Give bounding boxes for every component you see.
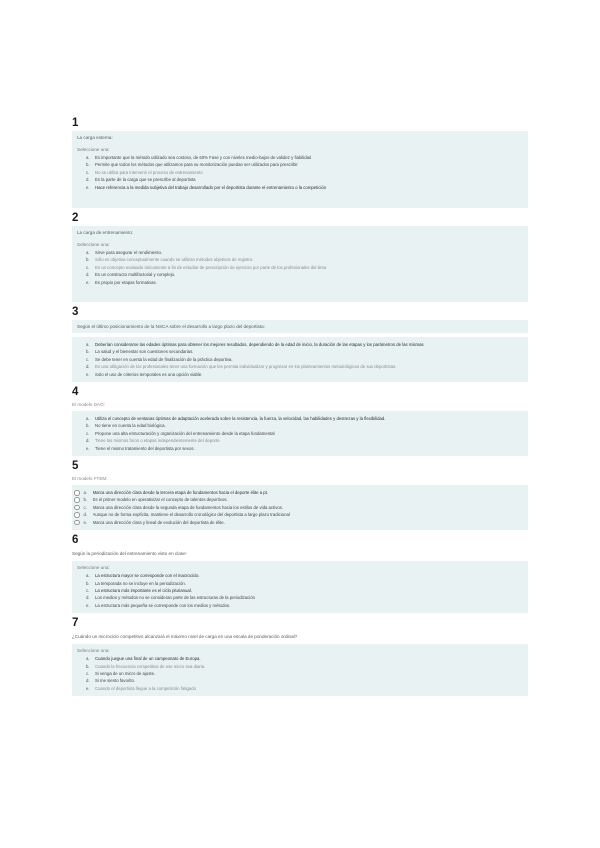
option-text: Aunque no de forma explícita, mantiene el desarrollo cronológico del deportista a largo plazo tradicional	[92, 512, 290, 518]
option-text: Es propio por etapas formativas.	[95, 279, 157, 285]
options-box	[72, 561, 528, 613]
option-letter: b.	[86, 162, 90, 168]
option-b[interactable]	[77, 256, 523, 263]
question-card	[72, 548, 528, 613]
options-list	[77, 341, 523, 378]
option-text: Hace referencia a la medida subjetiva del trabajo desarrollado por el deportista durante el entrenamiento o la competición	[95, 184, 327, 190]
option-letter: d.	[86, 177, 90, 183]
option-text: La salud y el bienestar son cuestiones secundarias.	[95, 349, 194, 355]
option-letter: e.	[83, 519, 88, 525]
option-letter: c.	[86, 169, 90, 175]
question-number: 2	[72, 212, 79, 224]
option-c[interactable]	[77, 169, 523, 176]
radio-button[interactable]	[74, 490, 80, 496]
option-d[interactable]	[77, 594, 523, 601]
question-number: 1	[72, 117, 79, 129]
option-e[interactable]	[77, 445, 523, 452]
option-b[interactable]	[77, 580, 523, 587]
option-c[interactable]	[77, 587, 523, 594]
option-c[interactable]	[77, 670, 523, 677]
select-label: Seleccione una:	[77, 648, 110, 654]
question-prompt: La carga externa:	[77, 135, 113, 140]
option-letter: e.	[86, 184, 90, 190]
question-card	[72, 400, 528, 456]
option-text: Solo el uso de criterios temporales es una opción viable.	[95, 371, 203, 377]
options-box	[72, 644, 528, 696]
option-text: Deberían considerarse las edades óptimas para obtener los mejores resultados, dependiendo de la edad de inicio, la duración de las etapas y los parámetros de las mismas	[95, 342, 424, 347]
question-number: 3	[72, 306, 79, 318]
option-text: Es un constructo multifactorial y complejo.	[95, 272, 176, 278]
options-list	[77, 655, 523, 692]
option-d[interactable]	[74, 511, 523, 518]
option-letter: b.	[86, 257, 90, 263]
select-label: Seleccione una:	[77, 565, 110, 571]
option-e[interactable]	[77, 685, 523, 692]
option-a[interactable]	[77, 655, 523, 662]
option-letter: a.	[86, 250, 90, 255]
option-text: Se debe tener en cuenta la edad de finalización de la práctica deportiva.	[95, 356, 233, 362]
option-letter: e.	[86, 685, 90, 691]
option-letter: c.	[86, 670, 90, 676]
option-letter: e.	[86, 371, 90, 377]
option-letter: d.	[86, 678, 90, 684]
option-letter: e.	[86, 445, 90, 451]
options-box	[72, 337, 528, 382]
radio-button[interactable]	[74, 512, 80, 518]
option-text: Sólo es objetiva conceptualmente cuando se utilizan métodos objetivos de registro.	[95, 257, 254, 263]
option-b[interactable]	[77, 348, 523, 355]
option-letter: b.	[86, 423, 90, 429]
option-text: Los medios y métodos no se consideran parte de las estructuras de la periodización	[95, 595, 256, 601]
option-letter: d.	[86, 364, 90, 370]
option-text: Tiene el mismo tratamiento del deportista por sexos.	[95, 445, 195, 451]
option-text: Cuando la frecuencia competitiva de ese micro sea diaria.	[95, 663, 206, 669]
option-letter: c.	[86, 587, 90, 593]
option-text: Es la parte de la carga que se prescribe al deportista	[95, 177, 196, 183]
option-d[interactable]	[77, 677, 523, 684]
option-letter: b.	[86, 663, 90, 669]
option-d[interactable]	[77, 437, 523, 444]
option-text: No tiene en cuenta la edad biológica.	[95, 423, 166, 429]
option-e[interactable]	[74, 519, 523, 526]
option-letter: e.	[86, 602, 90, 608]
option-letter: a.	[86, 342, 90, 347]
option-text: Es una obligación de los profesionales tener una formación que les permita individualizar y progresar en los planteamientos metodológicos de sus deportistas.	[95, 364, 397, 370]
option-c[interactable]	[77, 430, 523, 437]
option-letter: b.	[86, 349, 90, 355]
option-e[interactable]	[77, 602, 523, 609]
question-prompt: Según el último posicionamiento de la NSCA sobre el desarrollo a largo plazo del deportista:	[77, 324, 265, 329]
select-label: Seleccione una:	[77, 242, 110, 247]
option-c[interactable]	[77, 356, 523, 363]
question-card	[72, 631, 528, 696]
option-text: Propone una alta estructuración y organización del entrenamiento desde la etapa fundamental	[95, 430, 275, 436]
option-d[interactable]	[77, 176, 523, 183]
option-c[interactable]	[74, 504, 523, 511]
option-b[interactable]	[74, 496, 523, 503]
option-b[interactable]	[77, 663, 523, 670]
option-text: Es el primer modelo en operativizar el concepto de talentos deportivos.	[92, 497, 228, 503]
question-stem	[72, 631, 528, 642]
option-letter: d.	[86, 438, 90, 444]
option-d[interactable]	[77, 271, 523, 278]
options-list	[77, 415, 523, 452]
option-letter: c.	[86, 356, 90, 362]
radio-button[interactable]	[74, 497, 80, 503]
option-c[interactable]	[77, 264, 523, 271]
radio-button[interactable]	[74, 505, 80, 511]
options-box	[72, 485, 528, 530]
question-card	[72, 320, 528, 382]
option-b[interactable]	[77, 161, 523, 168]
question-stem	[72, 474, 528, 484]
option-a[interactable]	[77, 154, 523, 161]
option-text: Si me siento favorito.	[95, 678, 136, 684]
question-number: 4	[72, 386, 79, 399]
question-stem	[72, 400, 528, 410]
option-text: Utiliza el concepto de ventanas óptimas de adaptación acelerada sobre la resistencia, la fuerza, la velocidad, las habilidades y destrezas y la flexibilidad.	[95, 416, 386, 422]
question-2	[72, 211, 528, 302]
option-text: Tiene los mismos foros o etapas independientemente del deporte.	[95, 438, 221, 444]
option-letter: a.	[83, 490, 88, 496]
option-letter: c.	[86, 430, 90, 436]
option-a[interactable]	[77, 572, 523, 579]
option-text: Marca una dirección clara desde la tercera etapa de fundamentos hacia el deporte élite a pt.	[92, 490, 269, 496]
option-letter: a.	[86, 155, 90, 160]
option-letter: a.	[86, 416, 90, 422]
option-text: Es importante que la método utilizado sea costoso, de 60% Fase y con niveles medio-bajos de validez y fiabilidad	[95, 155, 312, 160]
option-text: Si venga de un micro de ajuste.	[95, 670, 156, 676]
question-prompt: El modelo FTEM:	[72, 476, 108, 482]
option-letter: a.	[86, 656, 90, 662]
question-prompt: Según la periodización del entrenamiento visto en clase:	[72, 551, 187, 557]
options-list	[77, 154, 523, 191]
options-list	[74, 489, 523, 526]
option-text: La estructura mayor se corresponde con el macrociclo.	[95, 573, 200, 579]
question-number: 5	[72, 460, 79, 473]
option-e[interactable]	[77, 184, 523, 191]
question-card	[72, 131, 528, 208]
option-a[interactable]	[77, 249, 523, 256]
option-text: Es un concepto evaluado únicamente a fin de estudiar de prescripción de ejercicio por parte de los profesionales del área	[95, 264, 327, 270]
option-b[interactable]	[77, 422, 523, 429]
question-6	[72, 533, 528, 613]
options-box	[72, 411, 528, 456]
option-text: Permite que todos los métodos que utilizamos para su monitorización puedan ser utilizados para prescribir	[95, 162, 298, 168]
option-text: La temporada no se incluye en la periodización.	[95, 580, 187, 586]
question-1	[72, 116, 528, 208]
question-7	[72, 616, 528, 696]
option-letter: b.	[86, 580, 90, 586]
question-prompt: La carga de entrenamiento:	[77, 230, 134, 235]
option-letter: a.	[86, 573, 90, 579]
option-a[interactable]	[77, 415, 523, 422]
question-stem	[72, 320, 528, 333]
question-card	[72, 226, 528, 302]
option-letter: d.	[83, 512, 88, 518]
option-text: Marca una dirección clara desde la segunda etapa de fundamentos hacia los estilos de vida activos.	[92, 504, 284, 510]
option-text: La estructura más importante es el ciclo plurianual.	[95, 587, 192, 593]
options-list	[77, 572, 523, 609]
option-letter: d.	[86, 595, 90, 601]
question-number: 6	[72, 534, 79, 547]
option-text: La estructura más pequeña se corresponde con los medios y métodos.	[95, 602, 231, 608]
option-text: Cuando el deportista llegue a la competición fatigado	[95, 685, 197, 691]
option-letter: c.	[86, 264, 90, 270]
option-a[interactable]	[74, 489, 523, 496]
option-a[interactable]	[77, 341, 523, 348]
question-5	[72, 459, 528, 530]
question-card	[72, 474, 528, 530]
option-text: No se utiliza para intervenir el proceso de entrenamiento	[95, 169, 203, 175]
radio-button[interactable]	[74, 520, 80, 526]
option-letter: e.	[86, 279, 90, 285]
option-e[interactable]	[77, 279, 523, 286]
option-letter: d.	[86, 272, 90, 278]
option-letter: c.	[83, 504, 87, 510]
question-prompt: ¿Cuándo un microciclo competitivo alcanzará el máximo nivel de carga en una escala de ponderación ordinal?	[72, 634, 298, 640]
option-text: Cuando juegue una final de un campeonato de Europa.	[95, 656, 201, 662]
question-stem	[72, 548, 528, 559]
option-text: Marca una dirección clara y lineal de evolución del deportista de élite.	[92, 519, 225, 525]
question-3	[72, 305, 528, 382]
option-e[interactable]	[77, 371, 523, 378]
question-number: 7	[72, 617, 79, 630]
question-4	[72, 385, 528, 456]
option-text: Sirve para asegurar el rendimiento.	[95, 250, 163, 255]
question-prompt: El modelo DAO:	[72, 402, 105, 408]
option-d[interactable]	[77, 363, 523, 370]
option-letter: b.	[83, 497, 88, 503]
quiz-container	[72, 116, 528, 699]
select-label: Seleccione una:	[77, 147, 110, 152]
options-list	[77, 249, 523, 286]
